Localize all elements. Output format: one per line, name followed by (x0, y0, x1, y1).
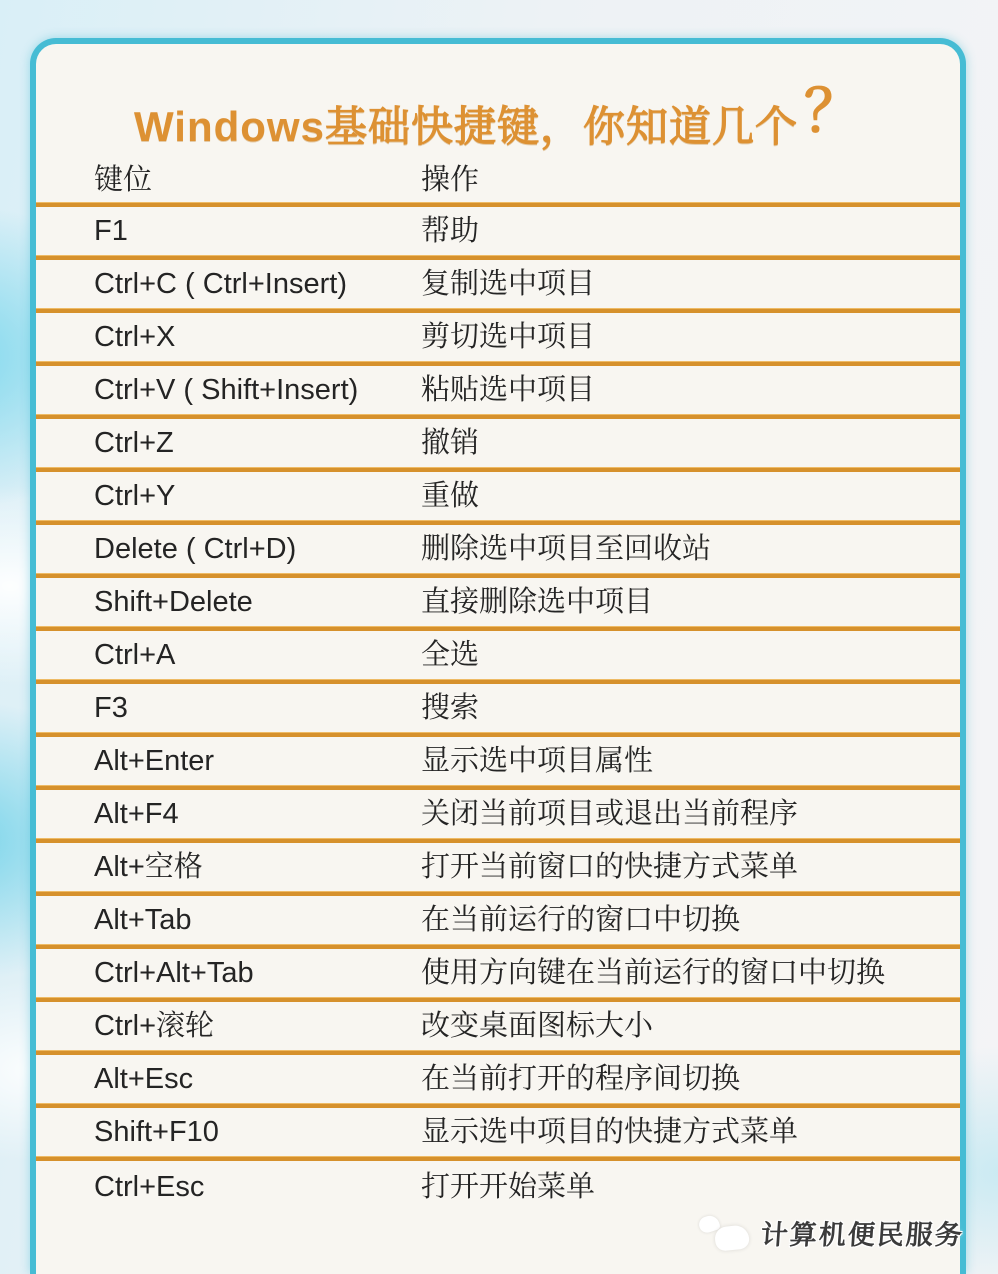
shortcut-action-cell: 删除选中项目至回收站 (421, 533, 712, 565)
shortcut-key-cell: Ctrl+Esc (94, 1171, 205, 1203)
table-row (36, 843, 960, 896)
table-row (36, 1002, 960, 1055)
watermark-text: 计算机便民服务 (759, 1220, 965, 1250)
table-row (36, 366, 960, 419)
page-title (36, 64, 960, 150)
shortcut-action-cell: 全选 (421, 639, 480, 671)
shortcut-key-cell: Ctrl+C ( Ctrl+Insert) (94, 268, 347, 300)
shortcut-action-cell: 使用方向键在当前运行的窗口中切换 (421, 957, 886, 989)
shortcut-table (36, 150, 960, 1214)
shortcut-action-cell: 剪切选中项目 (421, 321, 596, 353)
shortcut-action-cell: 打开当前窗口的快捷方式菜单 (421, 851, 799, 883)
shortcut-action-cell: 在当前运行的窗口中切换 (421, 904, 741, 936)
table-body (36, 207, 960, 1214)
shortcut-key-cell: Alt+F4 (94, 798, 179, 830)
shortcut-key-cell: Delete ( Ctrl+D) (94, 533, 297, 565)
table-row (36, 631, 960, 684)
shortcut-key-cell: F3 (94, 692, 128, 724)
table-row (36, 790, 960, 843)
shortcut-action-cell: 重做 (421, 480, 480, 512)
shortcut-key-cell: Ctrl+V ( Shift+Insert) (94, 374, 359, 406)
shortcut-key-cell: Shift+F10 (94, 1116, 219, 1148)
table-row (36, 737, 960, 790)
shortcut-key-cell: Alt+空格 (94, 851, 203, 883)
shortcut-key-cell: F1 (94, 215, 128, 247)
column-header-action: 操作 (421, 164, 480, 196)
shortcut-action-cell: 搜索 (421, 692, 480, 724)
watermark (697, 1213, 964, 1252)
table-row (36, 207, 960, 260)
shortcut-key-cell: Alt+Esc (94, 1063, 194, 1095)
shortcut-action-cell: 撤销 (421, 427, 480, 459)
table-row (36, 419, 960, 472)
shortcut-key-cell: Ctrl+Z (94, 427, 174, 459)
table-header-row (36, 150, 960, 207)
table-row (36, 578, 960, 631)
table-row (36, 896, 960, 949)
shortcut-key-cell: Alt+Enter (94, 745, 215, 777)
table-row (36, 684, 960, 737)
shortcut-action-cell: 关闭当前项目或退出当前程序 (421, 798, 799, 830)
shortcut-action-cell: 直接删除选中项目 (421, 586, 654, 618)
page-title-question-mark: ？ (803, 79, 862, 144)
shortcut-action-cell: 粘贴选中项目 (421, 374, 596, 406)
shortcut-action-cell: 显示选中项目属性 (421, 745, 654, 777)
shortcut-action-cell: 改变桌面图标大小 (421, 1010, 654, 1042)
shortcut-action-cell: 帮助 (421, 215, 480, 247)
table-row (36, 472, 960, 525)
table-row (36, 1108, 960, 1161)
table-row (36, 525, 960, 578)
shortcut-key-cell: Ctrl+A (94, 639, 176, 671)
shortcut-action-cell: 在当前打开的程序间切换 (421, 1063, 741, 1095)
table-row (36, 949, 960, 1002)
table-row (36, 260, 960, 313)
shortcut-action-cell: 打开开始菜单 (421, 1171, 596, 1203)
shortcut-action-cell: 显示选中项目的快捷方式菜单 (421, 1116, 799, 1148)
shortcut-key-cell: Alt+Tab (94, 904, 192, 936)
shortcut-key-cell: Ctrl+Alt+Tab (94, 957, 254, 989)
shortcut-infographic-panel (30, 38, 966, 1274)
shortcut-key-cell: Shift+Delete (94, 586, 253, 618)
shortcut-key-cell: Ctrl+X (94, 321, 176, 353)
table-row (36, 313, 960, 366)
shortcut-action-cell: 复制选中项目 (421, 268, 596, 300)
shortcut-key-cell: Ctrl+Y (94, 480, 176, 512)
page-title-text: Windows基础快捷键，你知道几个 (134, 103, 798, 150)
shortcut-key-cell: Ctrl+滚轮 (94, 1010, 215, 1042)
table-row (36, 1161, 960, 1214)
table-row (36, 1055, 960, 1108)
column-header-key: 键位 (94, 164, 153, 196)
brand-logo-icon (697, 1214, 749, 1252)
